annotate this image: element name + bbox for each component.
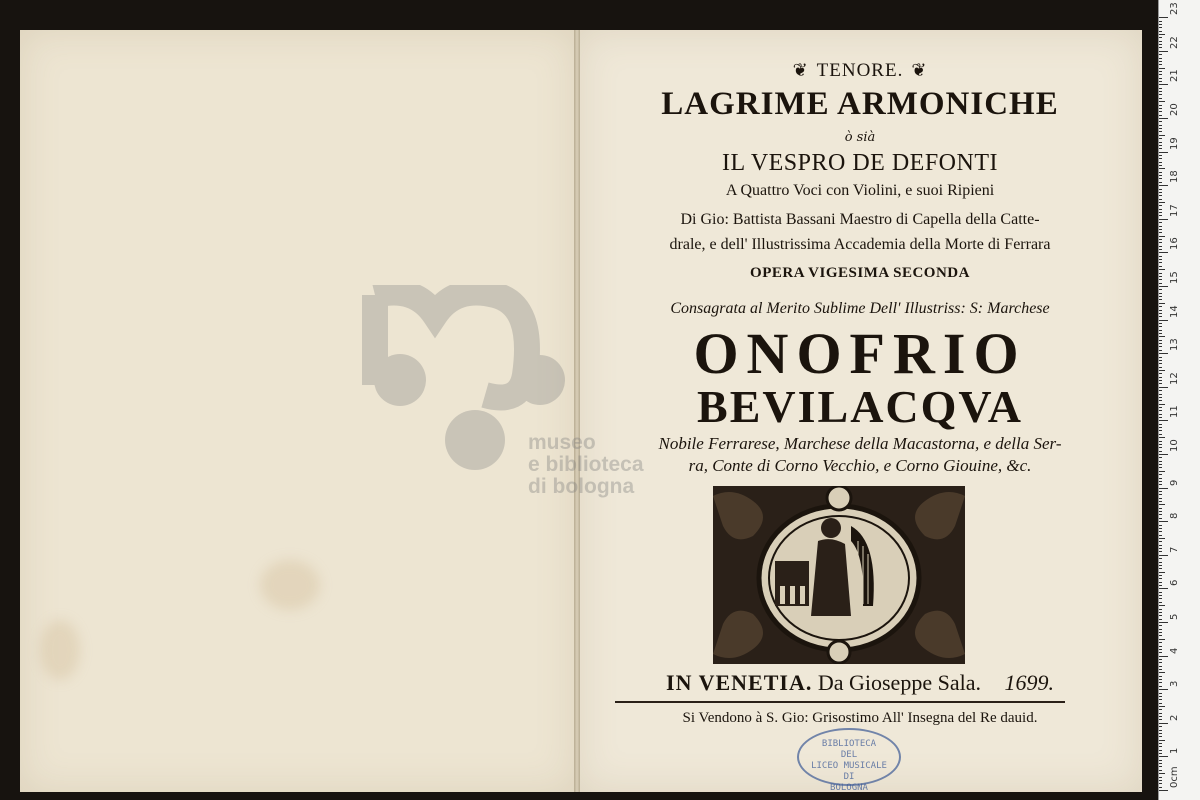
ruler-minor-tick — [1159, 649, 1162, 650]
ruler-minor-tick — [1159, 242, 1162, 243]
watermark-line: museo — [528, 431, 596, 454]
ruler-minor-tick — [1159, 709, 1162, 710]
ruler-minor-tick — [1159, 659, 1162, 660]
ruler-minor-tick — [1159, 340, 1162, 341]
ruler-minor-tick — [1159, 528, 1162, 529]
ruler-minor-tick — [1159, 602, 1162, 603]
fleuron-icon: ❦ — [792, 60, 809, 80]
imprint-year: 1699. — [1004, 670, 1054, 695]
ruler-minor-tick — [1159, 562, 1162, 563]
ruler-minor-tick — [1159, 478, 1162, 479]
ruler-minor-tick — [1159, 229, 1162, 230]
ruler-minor-tick — [1159, 148, 1162, 149]
ruler-minor-tick — [1159, 726, 1162, 727]
ruler-minor-tick — [1159, 138, 1162, 139]
ruler-minor-tick — [1159, 273, 1162, 274]
ruler-minor-tick — [1159, 541, 1162, 542]
ruler-tick — [1159, 17, 1168, 18]
main-title: LAGRIME ARMONICHE — [661, 86, 1059, 122]
ruler-minor-tick — [1159, 239, 1162, 240]
ruler-minor-tick — [1159, 276, 1162, 277]
ruler-tick — [1159, 353, 1168, 354]
measuring-ruler — [1158, 0, 1200, 800]
ruler-minor-tick — [1159, 713, 1162, 714]
voice-part-label: TENORE. — [816, 60, 904, 81]
watermark-line: di bologna — [528, 475, 635, 498]
ruler-label: 23 — [1169, 2, 1180, 16]
sale-line: Si Vendono à S. Gio: Grisostimo All' Insegna del Re dauid. — [682, 710, 1038, 726]
ruler-minor-tick — [1159, 746, 1162, 747]
ruler-minor-tick — [1159, 108, 1162, 109]
ruler-minor-tick — [1159, 333, 1162, 334]
ruler-label: 4 — [1169, 647, 1180, 654]
stamp-line: BOLOGNA — [830, 783, 868, 793]
ruler-minor-tick — [1159, 27, 1162, 28]
ruler-minor-tick — [1159, 323, 1162, 324]
opus-number: OPERA VIGESIMA SECONDA — [750, 265, 970, 281]
ruler-tick — [1159, 622, 1168, 623]
ruler-minor-tick — [1159, 434, 1162, 435]
or-line: ò sià — [844, 130, 876, 145]
ruler-minor-tick — [1159, 615, 1162, 616]
dedicatee-first-name: ONOFRIO — [693, 321, 1027, 386]
ruler-minor-tick — [1159, 145, 1162, 146]
ruler-minor-tick — [1159, 424, 1162, 425]
ruler-minor-tick — [1159, 165, 1162, 166]
ruler-label: 21 — [1169, 69, 1180, 83]
ruler-minor-tick — [1159, 400, 1162, 401]
ruler-label: 15 — [1169, 271, 1180, 284]
ruler-minor-tick — [1159, 773, 1165, 774]
ruler-minor-tick — [1159, 64, 1162, 65]
ruler-tick — [1159, 488, 1168, 489]
ruler-minor-tick — [1159, 31, 1162, 32]
ruler-minor-tick — [1159, 380, 1162, 381]
ruler-minor-tick — [1159, 451, 1162, 452]
ruler-minor-tick — [1159, 572, 1165, 573]
ruler-minor-tick — [1159, 491, 1162, 492]
ruler-label: 0cm — [1169, 766, 1180, 788]
dedicatee-last-name: BEVILACQVA — [697, 381, 1023, 432]
ruler-minor-tick — [1159, 595, 1162, 596]
ruler-minor-tick — [1159, 598, 1162, 599]
ruler-minor-tick — [1159, 205, 1162, 206]
author-line-1: Di Gio: Battista Bassani Maestro di Capella della Catte- — [680, 211, 1040, 228]
ruler-minor-tick — [1159, 652, 1162, 653]
ruler-minor-tick — [1159, 68, 1165, 69]
ruler-minor-tick — [1159, 719, 1162, 720]
ruler-minor-tick — [1159, 467, 1162, 468]
ruler-tick — [1159, 790, 1168, 791]
library-stamp — [797, 728, 901, 793]
ruler-minor-tick — [1159, 669, 1162, 670]
ruler-minor-tick — [1159, 582, 1162, 583]
ruler-tick — [1159, 51, 1168, 52]
ruler-label: 10 — [1169, 439, 1180, 452]
ruler-tick — [1159, 118, 1168, 119]
ruler-minor-tick — [1159, 632, 1162, 633]
ruler-minor-tick — [1159, 558, 1162, 559]
ruler-tick — [1159, 454, 1168, 455]
ruler-tick — [1159, 689, 1168, 690]
ruler-label: 14 — [1169, 304, 1180, 318]
ruler-tick — [1159, 252, 1168, 253]
ruler-minor-tick — [1159, 531, 1162, 532]
title-page-text — [582, 0, 1138, 800]
ruler-minor-tick — [1159, 783, 1162, 784]
ruler-minor-tick — [1159, 262, 1162, 263]
ruler-minor-tick — [1159, 195, 1162, 196]
ruler-minor-tick — [1159, 743, 1162, 744]
ruler-minor-tick — [1159, 733, 1162, 734]
titles-line-2: ra, Conte di Corno Vecchio, e Corno Giouine, &c. — [688, 456, 1032, 475]
ruler-label: 2 — [1169, 714, 1180, 721]
ruler-minor-tick — [1159, 266, 1162, 267]
ruler-minor-tick — [1159, 74, 1162, 75]
ruler-minor-tick — [1159, 115, 1162, 116]
ruler-minor-tick — [1159, 575, 1162, 576]
ruler-minor-tick — [1159, 336, 1165, 337]
ruler-minor-tick — [1159, 444, 1162, 445]
ruler-minor-tick — [1159, 471, 1165, 472]
ruler-minor-tick — [1159, 236, 1165, 237]
ruler-minor-tick — [1159, 525, 1162, 526]
ruler-minor-tick — [1159, 47, 1162, 48]
ruler-minor-tick — [1159, 367, 1162, 368]
ruler-minor-tick — [1159, 105, 1162, 106]
ruler-minor-tick — [1159, 215, 1162, 216]
ruler-minor-tick — [1159, 474, 1162, 475]
ruler-minor-tick — [1159, 357, 1162, 358]
ruler-tick — [1159, 588, 1168, 589]
ruler-minor-tick — [1159, 37, 1162, 38]
ruler-minor-tick — [1159, 269, 1165, 270]
ruler-minor-tick — [1159, 383, 1162, 384]
ruler-minor-tick — [1159, 128, 1162, 129]
ruler-minor-tick — [1159, 447, 1162, 448]
ruler-minor-tick — [1159, 410, 1162, 411]
dedication-line: Consagrata al Merito Sublime Dell' Illustriss: S: Marchese — [670, 300, 1050, 317]
ruler-minor-tick — [1159, 363, 1162, 364]
ruler-minor-tick — [1159, 770, 1162, 771]
ruler-minor-tick — [1159, 390, 1162, 391]
ruler-minor-tick — [1159, 498, 1162, 499]
ruler-label: 7 — [1169, 546, 1180, 553]
ruler-minor-tick — [1159, 192, 1162, 193]
ruler-minor-tick — [1159, 34, 1165, 35]
ruler-label: 6 — [1169, 580, 1180, 587]
ruler-minor-tick — [1159, 71, 1162, 72]
ruler-minor-tick — [1159, 168, 1165, 169]
ruler-minor-tick — [1159, 162, 1162, 163]
stamp-line: DI — [843, 772, 855, 782]
ruler-minor-tick — [1159, 101, 1165, 102]
fleuron-icon: ❦ — [911, 60, 928, 80]
ruler-minor-tick — [1159, 226, 1162, 227]
ruler-minor-tick — [1159, 545, 1162, 546]
ruler-minor-tick — [1159, 766, 1162, 767]
ruler-tick — [1159, 756, 1168, 757]
ruler-minor-tick — [1159, 629, 1162, 630]
ruler-minor-tick — [1159, 699, 1162, 700]
ruler-tick — [1159, 84, 1168, 85]
ruler-minor-tick — [1159, 61, 1162, 62]
ruler-minor-tick — [1159, 293, 1162, 294]
ruler-minor-tick — [1159, 696, 1162, 697]
ruler-minor-tick — [1159, 551, 1162, 552]
ruler-label: 22 — [1169, 36, 1180, 49]
stamp-line: DEL — [840, 750, 858, 760]
ruler-minor-tick — [1159, 350, 1162, 351]
ruler-minor-tick — [1159, 330, 1162, 331]
ruler-tick — [1159, 286, 1168, 287]
ruler-minor-tick — [1159, 612, 1162, 613]
ruler-minor-tick — [1159, 585, 1162, 586]
ruler-minor-tick — [1159, 232, 1162, 233]
ruler-minor-tick — [1159, 209, 1162, 210]
ruler-minor-tick — [1159, 182, 1162, 183]
ruler-minor-tick — [1159, 407, 1162, 408]
ruler-minor-tick — [1159, 666, 1162, 667]
ruler-minor-tick — [1159, 703, 1162, 704]
ruler-label: 17 — [1169, 204, 1180, 217]
ruler-minor-tick — [1159, 24, 1162, 25]
imprint-printer: Da Gioseppe Sala. — [817, 670, 981, 695]
ruler-minor-tick — [1159, 682, 1162, 683]
ruler-label: 13 — [1169, 338, 1180, 352]
ruler-minor-tick — [1159, 760, 1162, 761]
ruler-minor-tick — [1159, 202, 1165, 203]
ruler-minor-tick — [1159, 740, 1165, 741]
ruler-minor-tick — [1159, 464, 1162, 465]
ruler-minor-tick — [1159, 189, 1162, 190]
ruler-minor-tick — [1159, 343, 1162, 344]
ruler-minor-tick — [1159, 155, 1162, 156]
ruler-minor-tick — [1159, 716, 1162, 717]
ruler-minor-tick — [1159, 693, 1162, 694]
ruler-tick — [1159, 219, 1168, 220]
ruler-minor-tick — [1159, 131, 1162, 132]
ruler-minor-tick — [1159, 642, 1162, 643]
ruler-minor-tick — [1159, 125, 1162, 126]
ruler-label: 20 — [1169, 103, 1180, 116]
ruler-minor-tick — [1159, 514, 1162, 515]
ruler-tick — [1159, 185, 1168, 186]
ruler-minor-tick — [1159, 441, 1162, 442]
ruler-label: 8 — [1169, 512, 1180, 520]
ruler-minor-tick — [1159, 256, 1162, 257]
ruler-label: 9 — [1169, 479, 1180, 486]
ruler-minor-tick — [1159, 326, 1162, 327]
ruler-minor-tick — [1159, 484, 1162, 485]
ruler-minor-tick — [1159, 303, 1165, 304]
ruler-tick — [1159, 387, 1168, 388]
ruler-minor-tick — [1159, 511, 1162, 512]
ruler-minor-tick — [1159, 565, 1162, 566]
ruler-minor-tick — [1159, 98, 1162, 99]
ruler-minor-tick — [1159, 672, 1165, 673]
ruler-label: 3 — [1169, 680, 1180, 688]
ruler-minor-tick — [1159, 676, 1162, 677]
ruler-minor-tick — [1159, 249, 1162, 250]
ruler-minor-tick — [1159, 508, 1162, 509]
ruler-minor-tick — [1159, 310, 1162, 311]
ruler-minor-tick — [1159, 787, 1162, 788]
ruler-minor-tick — [1159, 283, 1162, 284]
ruler-minor-tick — [1159, 481, 1162, 482]
ruler-tick — [1159, 555, 1168, 556]
ruler-minor-tick — [1159, 346, 1162, 347]
horizontal-rule — [615, 701, 1065, 703]
ruler-minor-tick — [1159, 81, 1162, 82]
paper-stain — [260, 560, 320, 610]
ruler-minor-tick — [1159, 377, 1162, 378]
ruler-minor-tick — [1159, 121, 1162, 122]
ruler-minor-tick — [1159, 639, 1165, 640]
ruler-minor-tick — [1159, 706, 1165, 707]
ruler-minor-tick — [1159, 679, 1162, 680]
ruler-minor-tick — [1159, 21, 1162, 22]
ruler-minor-tick — [1159, 306, 1162, 307]
ruler-minor-tick — [1159, 316, 1162, 317]
ruler-minor-tick — [1159, 404, 1165, 405]
ruler-minor-tick — [1159, 538, 1165, 539]
imprint-place: IN VENETIA. — [666, 670, 813, 695]
ruler-label: 19 — [1169, 136, 1180, 150]
scoring-line: A Quattro Voci con Violini, e suoi Ripieni — [725, 182, 995, 199]
ruler-minor-tick — [1159, 427, 1162, 428]
ruler-minor-tick — [1159, 91, 1162, 92]
ruler-minor-tick — [1159, 135, 1165, 136]
ruler-minor-tick — [1159, 750, 1162, 751]
ruler-minor-tick — [1159, 394, 1162, 395]
ruler-minor-tick — [1159, 777, 1162, 778]
ruler-minor-tick — [1159, 299, 1162, 300]
ruler-minor-tick — [1159, 592, 1162, 593]
author-line-2: drale, e dell' Illustrissima Accademia della Morte di Ferrara — [669, 236, 1051, 253]
ruler-minor-tick — [1159, 501, 1162, 502]
ruler-minor-tick — [1159, 457, 1162, 458]
ruler-minor-tick — [1159, 646, 1162, 647]
ruler-label: 12 — [1169, 372, 1180, 385]
ruler-minor-tick — [1159, 373, 1162, 374]
ruler-minor-tick — [1159, 370, 1165, 371]
ruler-minor-tick — [1159, 175, 1162, 176]
ruler-minor-tick — [1159, 397, 1162, 398]
printers-device-emblem — [713, 486, 965, 664]
ruler-minor-tick — [1159, 94, 1162, 95]
ruler-minor-tick — [1159, 625, 1162, 626]
ruler-minor-tick — [1159, 178, 1162, 179]
ruler-tick — [1159, 320, 1168, 321]
ruler-label: 1 — [1169, 748, 1180, 755]
ruler-label: 5 — [1169, 613, 1180, 620]
ruler-minor-tick — [1159, 360, 1162, 361]
ruler-minor-tick — [1159, 609, 1162, 610]
ruler-minor-tick — [1159, 212, 1162, 213]
ruler-minor-tick — [1159, 686, 1162, 687]
ruler-minor-tick — [1159, 494, 1162, 495]
ruler-minor-tick — [1159, 578, 1162, 579]
ruler-minor-tick — [1159, 518, 1162, 519]
ruler-minor-tick — [1159, 54, 1162, 55]
ruler-minor-tick — [1159, 259, 1162, 260]
imprint-line — [582, 670, 1138, 696]
ruler-minor-tick — [1159, 289, 1162, 290]
ruler-minor-tick — [1159, 763, 1162, 764]
ruler-minor-tick — [1159, 568, 1162, 569]
ruler-label: 18 — [1169, 170, 1180, 184]
ruler-minor-tick — [1159, 279, 1162, 280]
ruler-minor-tick — [1159, 605, 1165, 606]
ruler-minor-tick — [1159, 753, 1162, 754]
ruler-minor-tick — [1159, 246, 1162, 247]
ruler-minor-tick — [1159, 548, 1162, 549]
ruler-minor-tick — [1159, 199, 1162, 200]
ruler-minor-tick — [1159, 619, 1162, 620]
ruler-minor-tick — [1159, 535, 1162, 536]
stamp-line: LICEO MUSICALE — [811, 761, 887, 771]
voice-part-heading — [582, 60, 1138, 82]
ruler-minor-tick — [1159, 222, 1162, 223]
ruler-minor-tick — [1159, 44, 1162, 45]
ruler-tick — [1159, 152, 1168, 153]
ruler-minor-tick — [1159, 430, 1162, 431]
ruler-minor-tick — [1159, 111, 1162, 112]
ruler-minor-tick — [1159, 730, 1162, 731]
ruler-minor-tick — [1159, 504, 1165, 505]
ruler-tick — [1159, 521, 1168, 522]
ruler-minor-tick — [1159, 78, 1162, 79]
ruler-minor-tick — [1159, 58, 1162, 59]
ruler-minor-tick — [1159, 158, 1162, 159]
ruler-minor-tick — [1159, 88, 1162, 89]
paper-stain — [40, 620, 80, 680]
ruler-minor-tick — [1159, 461, 1162, 462]
ruler-minor-tick — [1159, 417, 1162, 418]
ruler-minor-tick — [1159, 296, 1162, 297]
watermark-line: e biblioteca — [528, 453, 644, 476]
ruler-minor-tick — [1159, 635, 1162, 636]
ruler-minor-tick — [1159, 313, 1162, 314]
ruler-minor-tick — [1159, 41, 1162, 42]
ruler-minor-tick — [1159, 662, 1162, 663]
ruler-minor-tick — [1159, 414, 1162, 415]
ruler-tick — [1159, 723, 1168, 724]
subtitle: IL VESPRO DE DEFONTI — [721, 150, 998, 176]
ruler-minor-tick — [1159, 142, 1162, 143]
stamp-line: BIBLIOTECA — [821, 739, 877, 749]
ruler-minor-tick — [1159, 172, 1162, 173]
ruler-minor-tick — [1159, 780, 1162, 781]
titles-line-1: Nobile Ferrarese, Marchese della Macastorna, e della Ser- — [658, 434, 1062, 453]
ruler-minor-tick — [1159, 736, 1162, 737]
ruler-minor-tick — [1159, 437, 1165, 438]
ruler-label: 16 — [1169, 237, 1180, 251]
ruler-label: 11 — [1169, 405, 1180, 419]
ruler-tick — [1159, 420, 1168, 421]
ruler-tick — [1159, 656, 1168, 657]
